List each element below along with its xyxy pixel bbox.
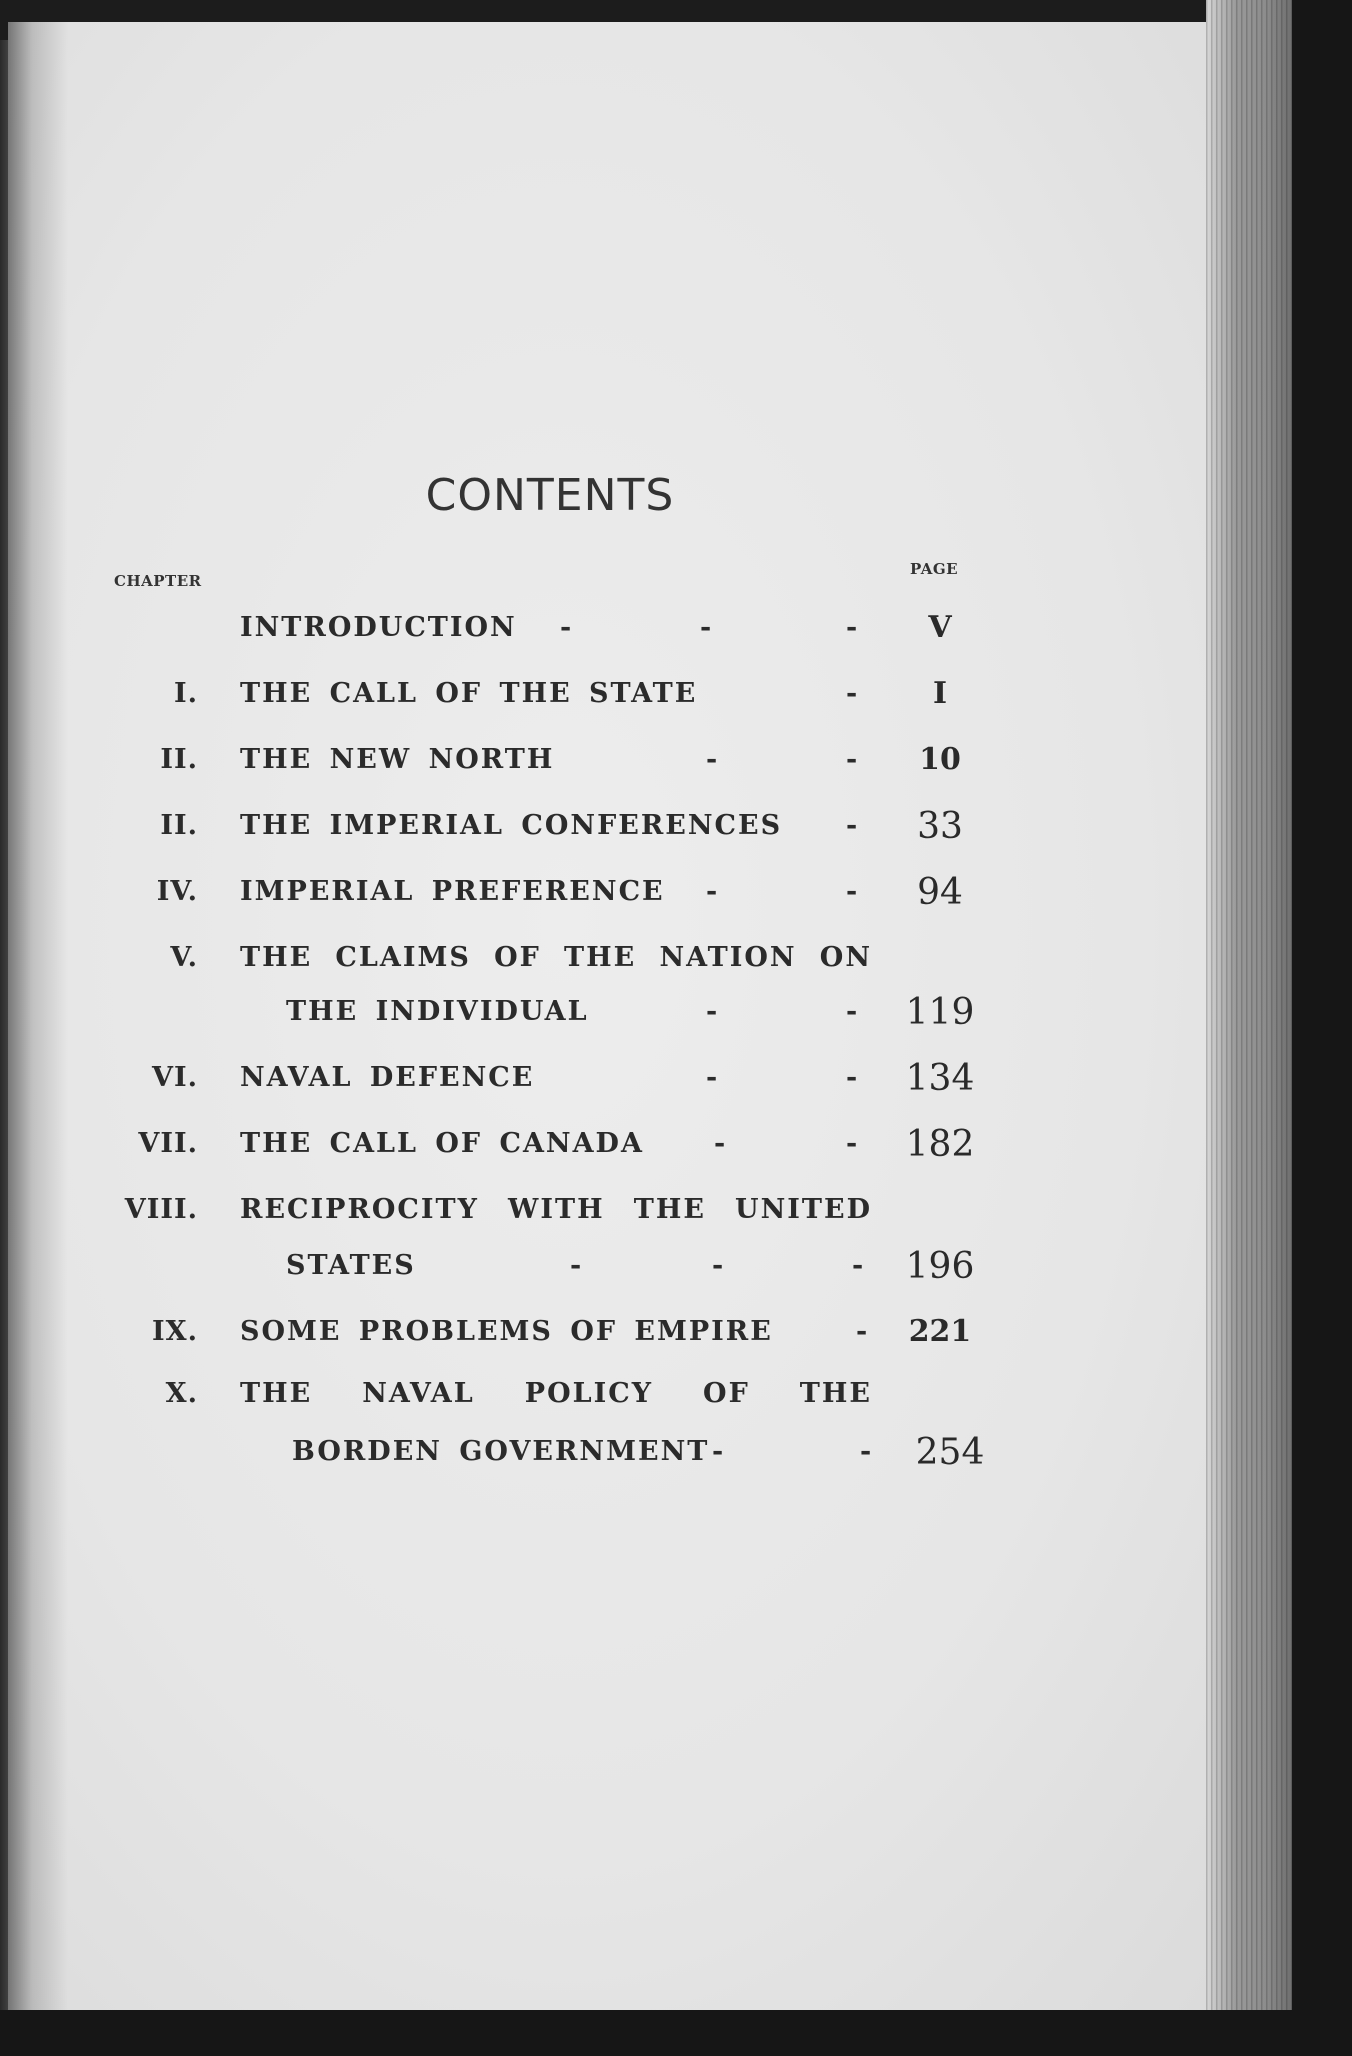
leader-dash: - [560, 612, 572, 643]
entry-page: 134 [905, 1058, 975, 1099]
toc-entry [0, 744, 1352, 792]
toc-entry [0, 1124, 1352, 1176]
chapter-number: II. [160, 810, 198, 841]
chapter-number: II. [160, 744, 198, 775]
toc-entry [0, 942, 1352, 990]
leader-dash: - [714, 1128, 726, 1159]
toc-entry [0, 678, 1352, 726]
entry-title: THE CLAIMS OF THE NATION ON [240, 942, 872, 973]
entry-title-continuation: THE INDIVIDUAL [286, 996, 589, 1027]
entry-page: 221 [908, 1314, 972, 1349]
toc-entry [0, 1378, 1352, 1426]
entry-title: THE NAVAL POLICY OF THE [240, 1378, 872, 1409]
leader-dash: - [860, 1436, 872, 1467]
entry-page: V [928, 610, 952, 645]
chapter-number: VII. [138, 1128, 198, 1159]
entry-page: 254 [915, 1432, 985, 1473]
entry-title: THE IMPERIAL CONFERENCES [240, 810, 783, 841]
entry-page: 33 [917, 806, 963, 847]
toc-entry [0, 1058, 1352, 1110]
leader-dash: - [846, 678, 858, 709]
leader-dash: - [712, 1436, 724, 1467]
entry-title: THE NEW NORTH [240, 744, 555, 775]
toc-entry-continuation [0, 1432, 1352, 1484]
entry-title: SOME PROBLEMS OF EMPIRE [240, 1316, 773, 1347]
leader-dash: - [846, 996, 858, 1027]
entry-page: 10 [919, 742, 961, 777]
entry-page: 196 [905, 1246, 975, 1287]
entry-title-continuation: STATES [286, 1250, 416, 1281]
chapter-number: X. [165, 1378, 198, 1409]
leader-dash: - [706, 744, 718, 775]
page-column-header: PAGE [910, 560, 959, 578]
toc-entry-continuation [0, 992, 1352, 1044]
entry-title: THE CALL OF CANADA [240, 1128, 644, 1159]
chapter-number: IV. [156, 876, 198, 907]
leader-dash: - [706, 996, 718, 1027]
toc-entry [0, 1316, 1352, 1364]
entry-page: I [932, 676, 948, 711]
page-title: CONTENTS [425, 470, 675, 521]
entry-title: INTRODUCTION [240, 612, 517, 643]
entry-title: RECIPROCITY WITH THE UNITED [240, 1194, 872, 1225]
leader-dash: - [846, 1062, 858, 1093]
chapter-number: VI. [152, 1062, 198, 1093]
leader-dash: - [846, 810, 858, 841]
leader-dash: - [846, 1128, 858, 1159]
leader-dash: - [846, 612, 858, 643]
toc-entry-continuation [0, 1246, 1352, 1298]
entry-title-continuation: BORDEN GOVERNMENT [292, 1436, 710, 1467]
toc-entry [0, 806, 1352, 858]
leader-dash: - [570, 1250, 582, 1281]
chapter-number: IX. [152, 1316, 198, 1347]
chapter-number: VIII. [124, 1194, 198, 1225]
leader-dash: - [852, 1250, 864, 1281]
leader-dash: - [856, 1316, 868, 1347]
entry-title: IMPERIAL PREFERENCE [240, 876, 665, 907]
toc-entry [0, 1194, 1352, 1242]
leader-dash: - [712, 1250, 724, 1281]
leader-dash: - [706, 876, 718, 907]
chapter-column-header: CHAPTER [114, 572, 202, 590]
entry-page: 94 [917, 872, 963, 913]
leader-dash: - [706, 1062, 718, 1093]
chapter-number: I. [173, 678, 198, 709]
leader-dash: - [700, 612, 712, 643]
toc-entry-introduction [0, 612, 1352, 660]
leader-dash: - [846, 744, 858, 775]
entry-page: 119 [905, 992, 975, 1033]
entry-title: THE CALL OF THE STATE [240, 678, 698, 709]
chapter-number: V. [170, 942, 198, 973]
leader-dash: - [846, 876, 858, 907]
entry-page: 182 [905, 1124, 975, 1165]
toc-entry [0, 872, 1352, 924]
entry-title: NAVAL DEFENCE [240, 1062, 535, 1093]
